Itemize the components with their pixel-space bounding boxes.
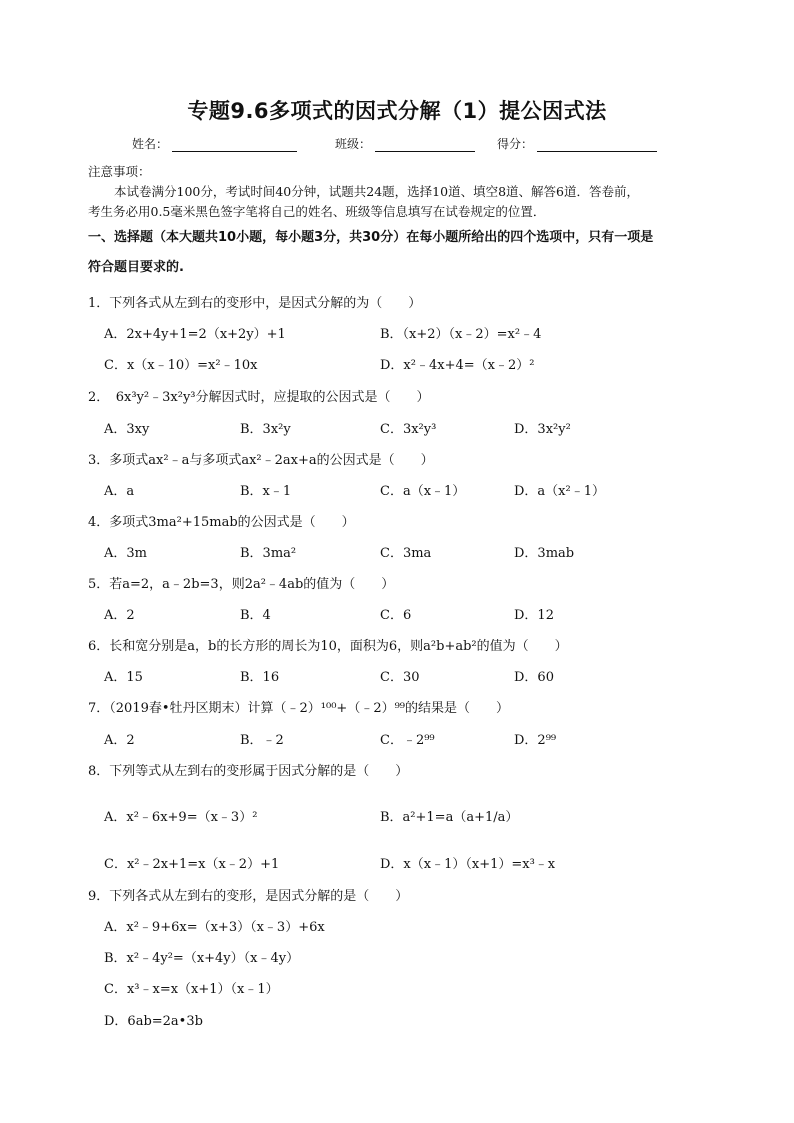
q3-option-c[interactable]: C．a（x﹣1） — [380, 484, 466, 499]
q9-option-a[interactable]: A．x²﹣9+6x=（x+3）（x﹣3）+6x — [104, 920, 325, 935]
q2-option-a[interactable]: A．3xy — [104, 422, 150, 437]
name-blank[interactable] — [172, 138, 297, 152]
q8-option-a[interactable]: A．x²﹣6x+9=（x﹣3）² — [104, 810, 258, 825]
class-blank[interactable] — [375, 138, 475, 152]
question-6-stem: 6．长和宽分别是a，b的长方形的周长为10，面积为6，则a²b+ab²的值为（ ） — [88, 639, 568, 654]
q2-option-b[interactable]: B．3x²y — [240, 422, 291, 437]
student-info-row — [132, 135, 657, 152]
class-label: 班级： — [335, 137, 372, 151]
q1-option-d[interactable]: D．x²﹣4x+4=（x﹣2）² — [380, 358, 535, 373]
q3-option-a[interactable]: A．a — [104, 484, 135, 499]
question-2-stem: 2． 6x³y²﹣3x²y³分解因式时，应提取的公因式是（ ） — [88, 390, 430, 405]
q5-option-c[interactable]: C．6 — [380, 608, 412, 623]
q6-option-b[interactable]: B．16 — [240, 670, 280, 685]
q9-option-d[interactable]: D．6ab=2a•3b — [104, 1014, 203, 1029]
q4-option-d[interactable]: D．3mab — [514, 546, 575, 561]
name-label: 姓名： — [132, 137, 169, 151]
section-heading-line-2: 符合题目要求的. — [88, 260, 184, 275]
question-1-stem: 1．下列各式从左到右的变形中，是因式分解的为（ ） — [88, 296, 422, 311]
q2-option-d[interactable]: D．3x²y² — [514, 422, 571, 437]
q3-option-d[interactable]: D．a（x²﹣1） — [514, 484, 605, 499]
q4-option-a[interactable]: A．3m — [104, 546, 147, 561]
notes-line-2: 考生务必用0.5毫米黑色签字笔将自己的姓名、班级等信息填写在试卷规定的位置． — [88, 204, 546, 219]
question-3-stem: 3．多项式ax²﹣a与多项式ax²﹣2ax+a的公因式是（ ） — [88, 453, 434, 468]
score-label: 得分： — [497, 137, 534, 151]
q2-option-c[interactable]: C．3x²y³ — [380, 422, 437, 437]
notes-line-1: 本试卷满分100分，考试时间40分钟，试题共24题，选择10道、填空8道、解答6道．答卷前， — [114, 184, 639, 199]
q5-option-b[interactable]: B．4 — [240, 608, 271, 623]
q7-option-c[interactable]: C．﹣2⁹⁹ — [380, 733, 435, 748]
q7-option-d[interactable]: D．2⁹⁹ — [514, 733, 557, 748]
q9-option-b[interactable]: B．x²﹣4y²=（x+4y）（x﹣4y） — [104, 951, 300, 966]
q1-option-b[interactable]: B．（x+2）（x﹣2）=x²﹣4 — [380, 327, 542, 342]
q7-option-b[interactable]: B．﹣2 — [240, 733, 284, 748]
score-blank[interactable] — [537, 138, 657, 152]
q6-option-a[interactable]: A．15 — [104, 670, 143, 685]
question-9-stem: 9．下列各式从左到右的变形，是因式分解的是（ ） — [88, 889, 409, 904]
q8-option-b[interactable]: B．a²+1=a（a+1/a） — [380, 810, 519, 825]
q6-option-d[interactable]: D．60 — [514, 670, 554, 685]
page-title: 专题9.6多项式的因式分解（1）提公因式法 — [187, 99, 607, 123]
q3-option-b[interactable]: B．x﹣1 — [240, 484, 292, 499]
question-5-stem: 5．若a=2，a﹣2b=3，则2a²﹣4ab的值为（ ） — [88, 577, 395, 592]
q8-option-c[interactable]: C．x²﹣2x+1=x（x﹣2）+1 — [104, 857, 280, 872]
question-4-stem: 4．多项式3ma²+15mab的公因式是（ ） — [88, 515, 355, 530]
q9-option-c[interactable]: C．x³﹣x=x（x+1）（x﹣1） — [104, 982, 279, 997]
q5-option-d[interactable]: D．12 — [514, 608, 554, 623]
q4-option-b[interactable]: B．3ma² — [240, 546, 297, 561]
notes-heading: 注意事项： — [88, 164, 151, 179]
q4-option-c[interactable]: C．3ma — [380, 546, 432, 561]
q7-option-a[interactable]: A．2 — [104, 733, 135, 748]
question-7-stem: 7．（2019春•牡丹区期末）计算（﹣2）¹⁰⁰+（﹣2）⁹⁹的结果是（ ） — [88, 701, 510, 716]
q6-option-c[interactable]: C．30 — [380, 670, 420, 685]
section-heading-line-1: 一、选择题（本大题共10小题，每小题3分，共30分）在每小题所给出的四个选项中，只有一项是 — [88, 230, 654, 245]
question-8-stem: 8．下列等式从左到右的变形属于因式分解的是（ ） — [88, 764, 409, 779]
q1-option-a[interactable]: A．2x+4y+1=2（x+2y）+1 — [104, 327, 286, 342]
q1-option-c[interactable]: C．x（x﹣10）=x²﹣10x — [104, 358, 258, 373]
q8-option-d[interactable]: D．x（x﹣1）（x+1）=x³﹣x — [380, 857, 556, 872]
q5-option-a[interactable]: A．2 — [104, 608, 135, 623]
